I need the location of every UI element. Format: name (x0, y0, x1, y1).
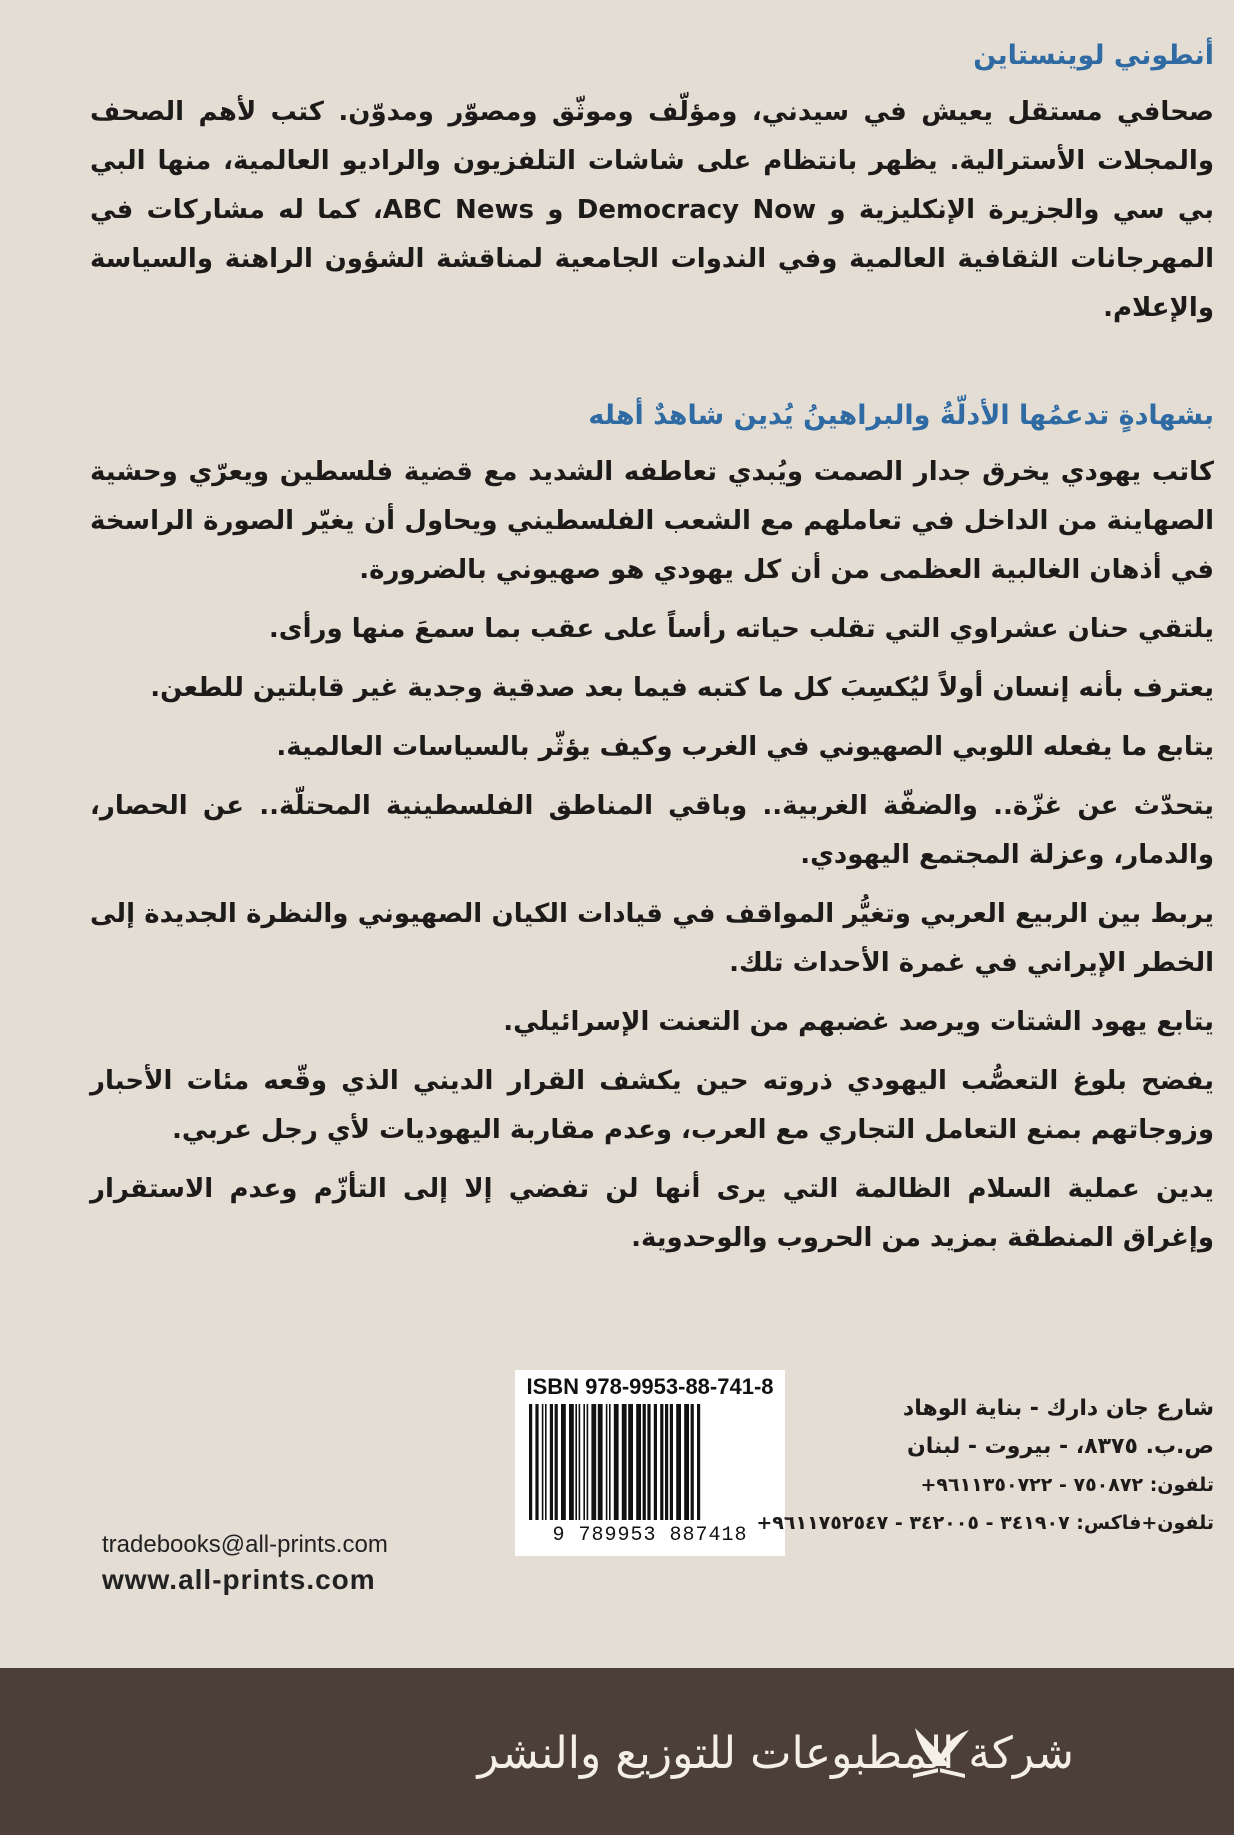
blurb-paragraph: يدين عملية السلام الظالمة التي يرى أنها لن تفضي إلا إلى التأزّم وعدم الاستقرار وإغراق المنطقة بمزيد من الحروب والوحدوية. (90, 1174, 1214, 1253)
barcode-icon (527, 1404, 773, 1520)
publisher-contacts (102, 1528, 388, 1598)
isbn-label: ISBN 978-9953-88-741-8 (526, 1374, 774, 1399)
contact-email[interactable]: tradebooks@all-prints.com (102, 1531, 388, 1558)
blurb-paragraph: يلتقي حنان عشراوي التي تقلب حياته رأساً على عقب بما سمعَ منها ورأى. (268, 614, 1214, 644)
blurb-paragraph: يتابع ما يفعله اللوبي الصهيوني في الغرب وكيف يؤثّر بالسياسات العالمية. (276, 732, 1214, 762)
isbn-barcode-box (515, 1370, 785, 1556)
publisher-name: شركة المطبوعات للتوزيع والنشر (477, 1728, 1074, 1779)
address-street: شارع جان دارك - بناية الوهاد (902, 1396, 1214, 1421)
blurb-paragraph: يربط بين الربيع العربي وتغيُّر المواقف في قيادات الكيان الصهيوني والنظرة الجديدة إلى الخطر الإيراني في غمرة الأحداث تلك. (90, 899, 1214, 978)
publisher-footer-band (0, 1668, 1234, 1835)
blurb-paragraph: يعترف بأنه إنسان أولاً ليُكسِبَ كل ما كتبه فيما بعد صدقية وجدية غير قابلتين للطعن. (150, 673, 1214, 703)
author-bio: صحافي مستقل يعيش في سيدني، ومؤلّف وموثّق ومصوّر ومدوّن. كتب لأهم الصحف والمجلات الأسترالية. يظهر بانتظام على شاشات التلفزيون والراديو العالمية، منها البي بي سي والجزيرة الإنكليزية و Democracy Now و ABC News، كما له مشاركات في المهرجانات الثقافية العالمية وفي الندوات الجامعية لمناقشة الشؤون الراهنة والسياسة والإعلام. (90, 97, 1214, 323)
blurb-paragraph: يتابع يهود الشتات ويرصد غضبهم من التعنت الإسرائيلي. (503, 1007, 1214, 1037)
blurb-body (90, 448, 1214, 1273)
address-phone-fax: تلفون+فاكس: ٣٤١٩٠٧ - ٣٤٢٠٠٥ - ٩٦١١٧٥٢٥٤٧+ (756, 1512, 1214, 1534)
author-name: أنطوني لوينستاين (973, 40, 1214, 71)
address-phone: تلفون: ٧٥٠٨٧٢ - ٩٦١١٣٥٠٧٢٢+ (920, 1474, 1214, 1496)
blurb-paragraph: يتحدّث عن غزّة.. والضفّة الغربية.. وباقي المناطق الفلسطينية المحتلّة.. عن الحصار، والدمار، وعزلة المجتمع اليهودي. (90, 791, 1214, 870)
publisher-address (756, 1390, 1214, 1542)
address-pobox: ص.ب. ٨٣٧٥، - بيروت - لبنان (906, 1434, 1214, 1459)
blurb-paragraph: يفضح بلوغ التعصُّب اليهودي ذروته حين يكشف القرار الديني الذي وقّعه مئات الأحبار وزوجاتهم بمنع التعامل التجاري مع العرب، وعدم مقاربة اليهوديات لأي رجل عربي. (90, 1066, 1214, 1145)
contact-website[interactable]: www.all-prints.com (102, 1564, 376, 1595)
blurb-paragraph: كاتب يهودي يخرق جدار الصمت ويُبدي تعاطفه الشديد مع قضية فلسطين ويعرّي وحشية الصهاينة من الداخل في تعاملهم مع الشعب الفلسطيني ويحاول أن يغيّر الصورة الراسخة في أذهان الغالبية العظمى من أن كل يهودي هو صهيوني بالضرورة. (90, 457, 1214, 585)
isbn-digits: 9 789953 887418 (552, 1524, 748, 1547)
blurb-heading: بشهادةٍ تدعمُها الأدلّةُ والبراهينُ يُدين شاهدٌ أهله (588, 400, 1214, 431)
